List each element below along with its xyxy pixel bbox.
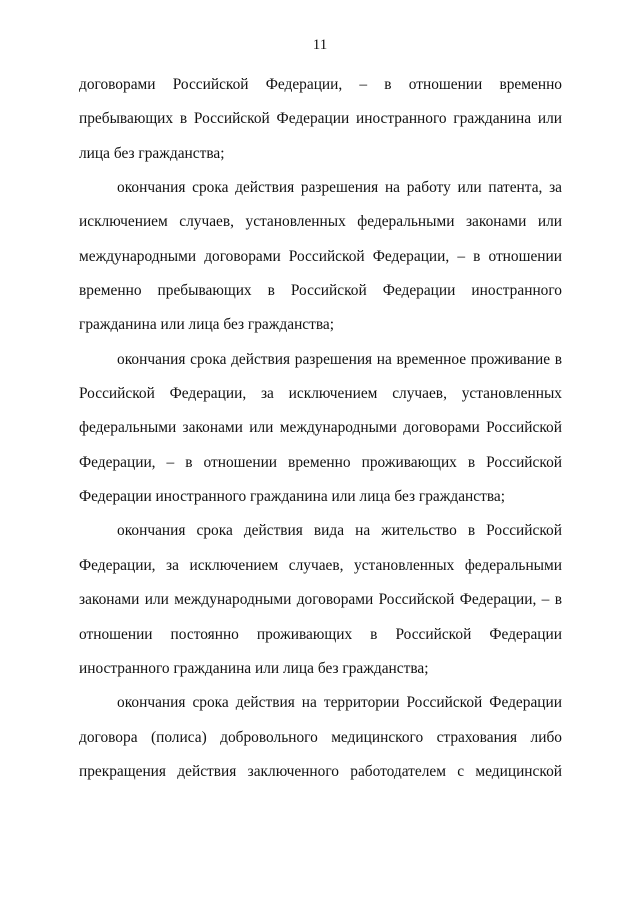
text-line: международными договорами Российской Федерации, – в отношении xyxy=(79,247,562,265)
text-line: гражданина или лица без гражданства; xyxy=(79,316,335,334)
text-line: федеральными законами или международными договорами Российской xyxy=(79,419,562,437)
text-line: окончания срока действия на территории Российской Федерации xyxy=(117,694,562,712)
text-line: Федерации иностранного гражданина или лица без гражданства; xyxy=(79,488,506,506)
text-line: окончания срока действия разрешения на работу или патента, за xyxy=(117,179,562,197)
text-line: окончания срока действия разрешения на временное проживание в xyxy=(117,350,562,368)
paragraph-5 xyxy=(79,686,562,789)
text-line: отношении постоянно проживающих в Российской Федерации xyxy=(79,625,562,643)
text-line: Федерации, за исключением случаев, установленных федеральными xyxy=(79,556,562,574)
text-line: окончания срока действия вида на жительство в Российской xyxy=(117,522,562,540)
paragraph-2 xyxy=(79,171,562,343)
text-line: договора (полиса) добровольного медицинского страхования либо xyxy=(79,728,562,746)
text-line: иностранного гражданина или лица без гражданства; xyxy=(79,659,429,677)
text-line: Российской Федерации, за исключением случаев, установленных xyxy=(79,385,562,403)
paragraph-1 xyxy=(79,68,562,171)
text-line: лица без гражданства; xyxy=(79,144,225,162)
document-body xyxy=(79,68,562,789)
text-line: договорами Российской Федерации, – в отношении временно xyxy=(79,76,562,93)
text-line: временно пребывающих в Российской Федерации иностранного xyxy=(79,282,562,300)
text-line: Федерации, – в отношении временно проживающих в Российской xyxy=(79,453,562,471)
paragraph-4 xyxy=(79,514,562,686)
text-line: пребывающих в Российской Федерации иностранного гражданина или xyxy=(79,110,562,128)
text-line: исключением случаев, установленных федеральными законами или xyxy=(79,213,562,231)
text-line: прекращения действия заключенного работодателем с медицинской xyxy=(79,762,562,780)
page-number: 11 xyxy=(312,37,328,53)
text-line: законами или международными договорами Российской Федерации, – в xyxy=(79,591,562,609)
paragraph-3 xyxy=(79,343,562,515)
